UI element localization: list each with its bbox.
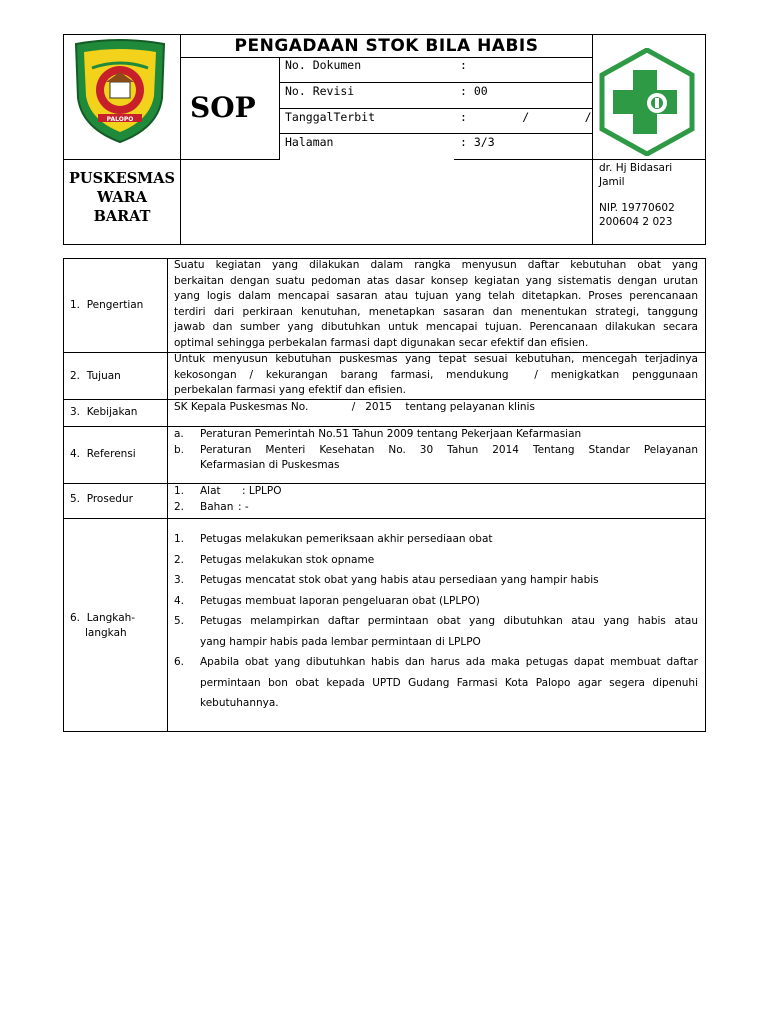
referensi-label: 4. Referensi [70, 448, 136, 460]
text-line: Kefarmasian di Puskesmas [200, 459, 340, 471]
text-line: kekosongan / kekurangan barang farmasi, mendukung / menigkatkan penggunaan [174, 368, 698, 381]
puskesmas-name [64, 169, 180, 226]
list-marker: 2. [174, 553, 185, 566]
puskesmas-name-line: WARA [97, 189, 147, 206]
list-marker: 1. [174, 485, 185, 497]
palopo-logo [72, 38, 168, 144]
text-line: permintaan bon obat kepada UPTD Gudang Farmasi Kota Palopo agar segera dipenuhi [200, 676, 698, 689]
revision-label: No. Revisi [285, 84, 355, 98]
referensi-list [174, 427, 698, 483]
text-line: optimal sehingga perbekalan farmasi dapt digunakan secar efektif dan efisien. [174, 336, 589, 349]
langkah-list [174, 519, 698, 729]
text-line: berkaitan dengan suatu pedoman atas dasar konsep kegiatan yang sistematis dengan urutan [174, 274, 698, 287]
doc-number-value: : [460, 58, 467, 72]
puskesmas-name-line: PUSKESMAS [69, 170, 175, 187]
list-marker: 4. [174, 594, 185, 607]
text-line: Petugas melampirkan daftar permintaan obat yang dibutuhkan atau yang habis atau [200, 615, 698, 627]
signatory-name: Jamil [599, 176, 625, 188]
puskesmas-name-line: BARAT [93, 208, 151, 225]
signatory [599, 161, 675, 229]
puskesmas-logo [597, 48, 697, 156]
prosedur-list [174, 484, 698, 518]
prosedur-item-value: : LPLPO [242, 485, 282, 497]
text-line: kebutuhannya. [200, 697, 279, 709]
text-line: Peraturan Pemerintah No.51 Tahun 2009 tentang Pekerjaan Kefarmasian [200, 428, 582, 440]
issue-date-label: TanggalTerbit [285, 110, 376, 124]
pengertian-text [174, 258, 698, 351]
text-line: Petugas melakukan stok opname [200, 553, 375, 566]
langkah-label [70, 611, 135, 641]
tujuan-label: 2. Tujuan [70, 370, 121, 382]
langkah-label-line: 6. Langkah- [70, 612, 136, 624]
text-line: Petugas membuat laporan pengeluaran obat (LPLPO) [200, 594, 480, 607]
page-value: : 3/3 [460, 135, 495, 149]
revision-value: : 00 [460, 84, 488, 98]
list-marker: a. [174, 428, 184, 440]
list-marker: b. [174, 443, 185, 456]
text-line: Untuk menyusun kebutuhan puskesmas yang tepat sesuai kebutuhan, mencegah terjadinya [174, 353, 698, 365]
text-line: yang hampir habis pada lembar permintaan di LPLPO [200, 635, 481, 648]
text-line: perbekalan farmasi yang efektif dan efisien. [174, 384, 406, 396]
list-marker: 3. [174, 574, 185, 586]
text-line: terdiri dari perkiraan kenutuhan, menetapkan sasaran dan menentukan strategi, tanggung [174, 305, 698, 318]
tujuan-text [174, 352, 698, 399]
langkah-label-line: langkah [85, 627, 127, 639]
signatory-name: dr. Hj Bidasari [599, 162, 673, 174]
signatory-nip: 200604 2 023 [599, 216, 673, 228]
text-line: Peraturan Menteri Kesehatan No. 30 Tahun 2014 Tentang Standar Pelayanan [200, 443, 698, 456]
list-marker: 6. [174, 656, 185, 668]
list-marker: 5. [174, 615, 185, 627]
text-line: Petugas melakukan pemeriksaan akhir persediaan obat [200, 533, 493, 545]
doc-number-label: No. Dokumen [285, 58, 362, 72]
prosedur-item-name: Alat [200, 485, 221, 497]
issue-date-value: : / / [460, 110, 592, 124]
pengertian-label: 1. Pengertian [70, 299, 144, 311]
text-line: jawab dan sumber yang dibutuhkan untuk mencapai tujuan. Perencanaan dilakukan secara [174, 321, 698, 333]
signatory-nip: NIP. 19770602 [599, 202, 675, 214]
prosedur-item-value: : - [238, 501, 249, 513]
prosedur-item-name: Bahan [200, 501, 234, 513]
sop-label: SOP [190, 91, 256, 124]
text-line: yang logis dalam mencapai sasaran atau tujuan yang telah ditetapkan. Proses perencanaan [174, 290, 698, 302]
text-line: Petugas mencatat stok obat yang habis atau persediaan yang hampir habis [200, 574, 599, 586]
document-title: PENGADAAN STOK BILA HABIS [234, 36, 539, 56]
text-line: Suatu kegiatan yang dilakukan dalam rangka menyusun daftar kebutuhan obat yang [174, 259, 698, 271]
kebijakan-label: 3. Kebijakan [70, 406, 138, 418]
text-line: Apabila obat yang dibutuhkan habis dan harus ada maka petugas dapat membuat daftar [200, 656, 698, 668]
page-label: Halaman [285, 135, 334, 149]
prosedur-label: 5. Prosedur [70, 493, 133, 505]
list-marker: 2. [174, 501, 185, 513]
logo-text: PALOPO [106, 116, 134, 123]
kebijakan-text: SK Kepala Puskesmas No. / 2015 tentang pelayanan klinis [174, 401, 535, 413]
list-marker: 1. [174, 533, 185, 545]
